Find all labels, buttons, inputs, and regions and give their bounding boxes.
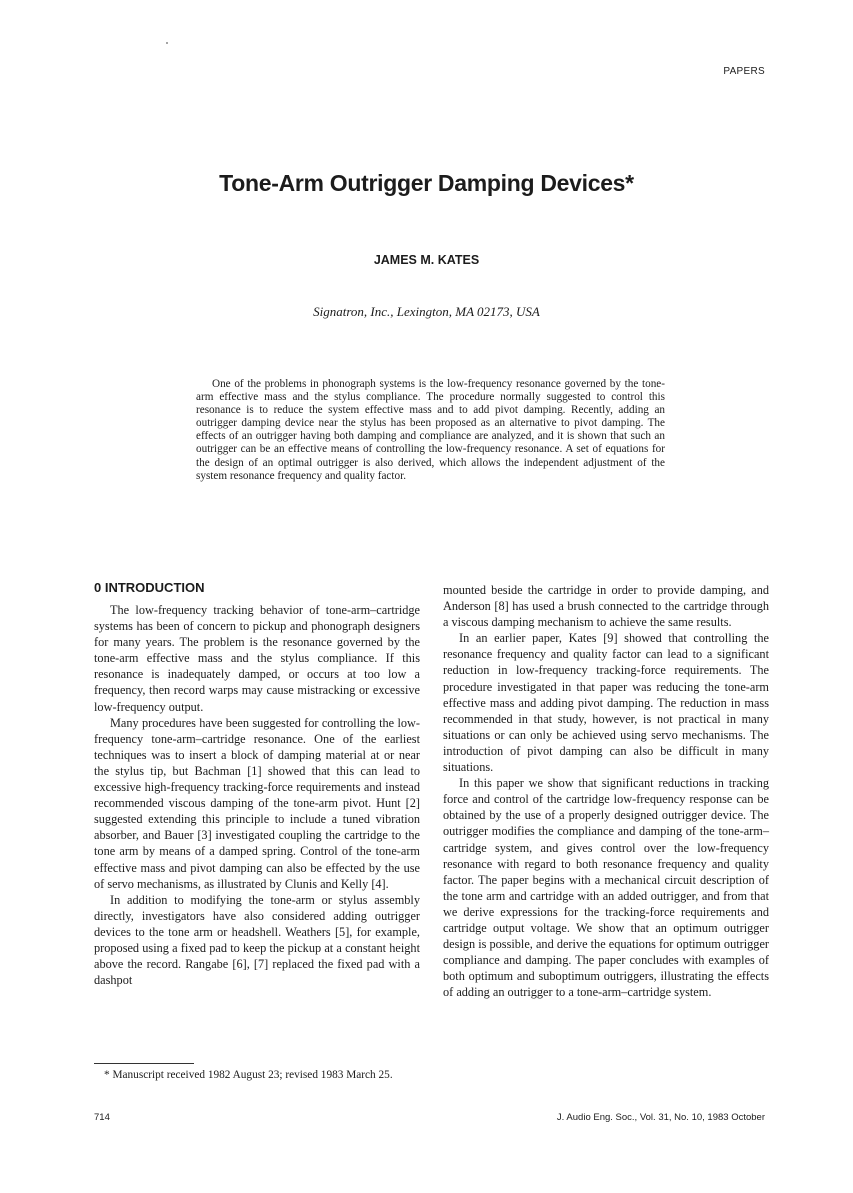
scan-speck xyxy=(166,42,168,44)
abstract: One of the problems in phonograph systems is the low-frequency resonance governed by the tone-arm effective mass and the stylus compliance. The procedure normally suggested to control this resonance is to reduce the system effective mass and to add pivot damping. Recently, adding an outrigger damping device near the stylus has been proposed as an alternative to pivot damping. The effects of an outrigger having both damping and compliance are analyzed, and it is shown that such an outrigger can be an effective means of controlling the low-frequency resonance. A set of equations for the design of an optimal outrigger is also derived, which allows the independent adjustment of the system resonance frequency and quality factor. xyxy=(196,378,665,482)
article-title: Tone-Arm Outrigger Damping Devices* xyxy=(219,170,634,196)
page-number: 714 xyxy=(94,1112,110,1123)
paragraph: In addition to modifying the tone-arm or stylus assembly directly, investigators have also considered adding outrigger devices to the tone arm or headshell. Weathers [5], for example, proposed using a fixed pad to keep the pickup at a constant height above the record. Rangabe [6], [7] replaced the fixed pad with a dashpot xyxy=(94,892,420,988)
journal-citation: J. Audio Eng. Soc., Vol. 31, No. 10, 1983 October xyxy=(556,1112,765,1123)
paragraph: mounted beside the cartridge in order to provide damping, and Anderson [8] has used a brush connected to the cartridge through a viscous damping mechanism to achieve the same results. xyxy=(443,583,769,630)
paragraph: In this paper we show that significant reductions in tracking force and control of the cartridge low-frequency response can be obtained by the use of a properly designed outrigger device. The outrigger modifies the compliance and damping of the tone-arm–cartridge system, and gives control over the low-frequency resonance with regard to both resonance frequency and quality factor. The paper begins with a mechanical circuit description of the tone arm and cartridge with an added outrigger, and from that we derive expressions for the tracking-force requirements and cartridge output voltage. We show that an optimum outrigger design is possible, and derive the equations for optimum outrigger compliance and damping. The paper concludes with examples of both optimum and suboptimum outriggers, illustrating the effects of adding an outrigger to a tone-arm–cartridge system. xyxy=(443,776,769,1000)
footnote-divider xyxy=(94,1063,194,1064)
paragraph: The low-frequency tracking behavior of tone-arm–cartridge systems has been of concern to pickup and phonograph designers for many years. The problem is the resonance governed by the tone-arm effective mass and the stylus compliance. If this resonance is inadequately damped, or occurs at too low a frequency, then record warps may cause mistracking or excessive low-frequency output. xyxy=(94,603,420,714)
footnote-text: * Manuscript received 1982 August 23; revised 1983 March 25. xyxy=(104,1069,393,1081)
paragraph: Many procedures have been suggested for controlling the low-frequency tone-arm–cartridge resonance. One of the earliest techniques was to insert a block of damping material at or near the stylus tip, but Bachman [1] showed that this can lead to excessive high-frequency tracking-force requirements and instead recommended viscous damping of the tone-arm pivot. Hunt [2] suggested extending this principle to include a tuned vibration absorber, and Bauer [3] investigated coupling the cartridge to the tone arm by means of a damped spring. Control of the tone-arm effective mass and pivot damping can also be effected by the use of servo mechanisms, as illustrated by Clunis and Kelly [4]. xyxy=(94,715,420,891)
footnote xyxy=(94,1068,420,1082)
section-heading-introduction: 0 INTRODUCTION xyxy=(94,580,205,595)
paragraph: In an earlier paper, Kates [9] showed that controlling the resonance frequency and quality factor can lead to a significant reduction in low-frequency tracking-force requirements. The procedure investigated in that paper was reducing the tone-arm effective mass and adding pivot damping. The reduction in mass recommended in that study, however, is not practical in many situations or can only be achieved using servo mechanisms. The introduction of pivot damping can also be difficult in many situations. xyxy=(443,631,769,775)
section-label: PAPERS xyxy=(723,66,765,77)
author-affiliation: Signatron, Inc., Lexington, MA 02173, USA xyxy=(313,304,540,319)
author-name: JAMES M. KATES xyxy=(373,253,480,267)
body-column-left xyxy=(94,602,420,988)
body-column-right xyxy=(443,582,769,1000)
